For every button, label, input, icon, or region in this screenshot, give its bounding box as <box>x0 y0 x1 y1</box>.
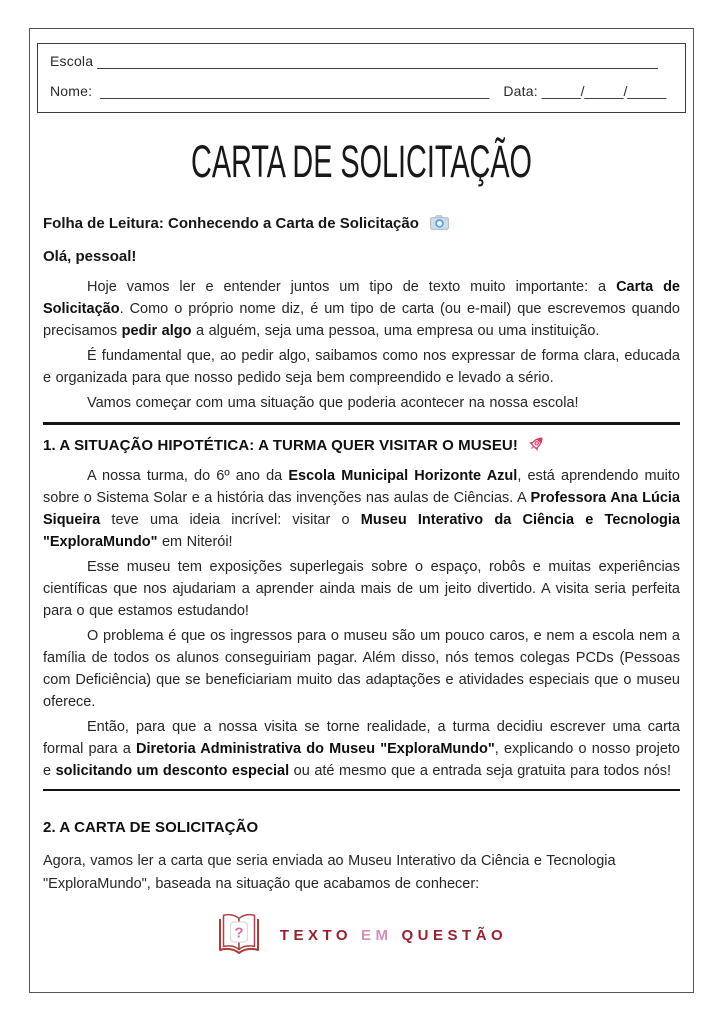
greeting: Olá, pessoal! <box>43 248 137 265</box>
intro-paragraph-3: Vamos começar com uma situação que poderia acontecer na nossa escola! <box>87 395 579 411</box>
page-title: CARTA DE SOLICITAÇÃO <box>191 136 532 187</box>
school-blank-line: ________________________________________________________________________ <box>97 53 658 69</box>
page-frame <box>29 28 694 993</box>
name-date-row <box>50 83 673 100</box>
logo-question-mark: ? <box>234 924 244 942</box>
camera-icon <box>430 215 449 230</box>
section1-paragraph-1: A nossa turma, do 6º ano da Escola Municipal Horizonte Azul, está aprendendo muito sobre o Sistema Solar e a história das invenções nas aulas de Ciências. A Professora Ana Lúcia Siqueira teve uma ideia incrível: visitar o Museu Interativo da Ciência e Tecnologia "ExploraMundo" em Niterói! <box>43 467 681 550</box>
section1-bottom-divider <box>43 789 680 792</box>
rocket-icon <box>527 435 545 453</box>
name-label: Nome: <box>50 83 93 99</box>
section1-paragraph-3: O problema é que os ingressos para o museu são um pouco caros, e nem a escola nem a família de todos os alunos conseguiriam pagar. Além disso, nós temos colegas PCDs (Pessoas com Deficiência) que se beneficiariam muito das adaptações e atividades especiais que o museu oferece. <box>43 627 680 710</box>
intro-paragraph-1: Hoje vamos ler e entender juntos um tipo de texto muito importante: a Carta de Solicitação. Como o próprio nome diz, é um tipo de carta (ou e-mail) que escrevemos quando precisamos pedir algo a alguém, seja uma pessoa, uma empresa ou uma instituição. <box>43 279 680 339</box>
reading-sheet-heading-text: Folha de Leitura: Conhecendo a Carta de Solicitação <box>43 215 419 232</box>
section2-intro-paragraph: Agora, vamos ler a carta que seria enviada ao Museu Interativo da Ciência e Tecnologia "ExploraMundo", baseada na situação que acabamos de conhecer: <box>43 853 616 892</box>
section2-heading: 2. A CARTA DE SOLICITAÇÃO <box>43 819 259 836</box>
brand-footer <box>43 910 680 960</box>
intro-paragraph-2: É fundamental que, ao pedir algo, saibamos como nos expressar de forma clara, educada e organizada para que nosso pedido seja bem compreendido e levado a sério. <box>43 348 680 386</box>
date-blank-line: _____/_____/_____ <box>541 83 667 99</box>
section1-heading <box>43 435 680 456</box>
school-label: Escola <box>50 53 94 69</box>
school-field-row <box>50 53 673 70</box>
brand-name <box>280 927 507 944</box>
brand-word-questao: QUESTÃO <box>401 926 508 944</box>
section1-paragraph-4: Então, para que a nossa visita se torne realidade, a turma decidiu escrever uma carta formal para a Diretoria Administrativa do Museu "ExploraMundo", explicando o nosso projeto e solicitando um desconto especial ou até mesmo que a entrada seja gratuita para todos nós! <box>43 718 680 779</box>
brand-word-em: EM <box>361 926 393 944</box>
brand-word-texto: TEXTO <box>279 926 353 944</box>
reading-sheet-heading <box>43 214 680 234</box>
name-blank-line: __________________________________________________ <box>100 83 490 99</box>
student-info-box <box>37 43 686 113</box>
section1-top-divider <box>43 422 680 425</box>
open-book-logo-icon <box>216 910 262 960</box>
date-label: Data: <box>503 83 538 99</box>
section1-paragraph-2: Esse museu tem exposições superlegais sobre o espaço, robôs e muitas experiências científicas que nos ajudariam a aprender ainda mais de um jeito divertido. A visita seria perfeita para o que estamos estudando! <box>43 558 680 619</box>
section1-heading-text: 1. A SITUAÇÃO HIPOTÉTICA: A TURMA QUER VISITAR O MUSEU! <box>43 436 518 454</box>
